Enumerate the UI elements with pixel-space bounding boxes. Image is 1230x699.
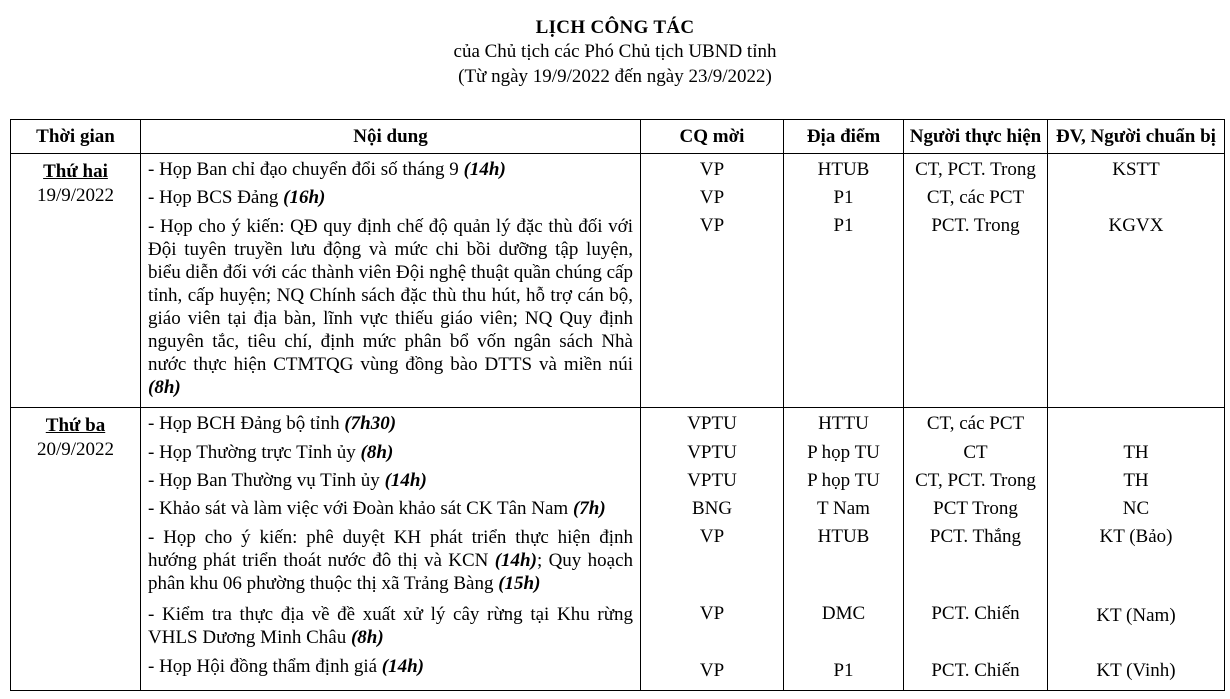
day-date: 19/9/2022 — [36, 185, 115, 206]
schedule-item: - Họp Ban Thường vụ Tỉnh ủy (14h) — [148, 470, 427, 491]
item-time: (14h) — [381, 656, 425, 677]
item-time: (15h) — [498, 573, 541, 594]
item-time: (8h) — [350, 627, 384, 648]
table-row — [11, 154, 1225, 408]
schedule-table — [10, 119, 1225, 691]
item-time: (14h) — [463, 159, 506, 180]
schedule-item: - Họp Ban chỉ đạo chuyển đổi số tháng 9 (14h) — [148, 159, 506, 180]
item-time: (7h30) — [344, 413, 397, 434]
executor-cell: CT, các PCT CT CT, PCT. Trong PCT Trong PCT. Thắng PCT. Chiến PCT. Chiến — [904, 408, 1048, 691]
day-cell-tuesday — [11, 408, 141, 691]
schedule-item: - Họp cho ý kiến: phê duyệt KH phát triển thực hiện định hướng phát triển thoát nước đô thị và KCN (14h); Quy hoạch phân khu 06 phường thuộc thị xã Trảng Bàng (15h) — [148, 527, 633, 594]
schedule-item: - Họp Hội đồng thẩm định giá (14h) — [148, 656, 425, 677]
col-header-executor: Người thực hiện — [904, 120, 1048, 154]
item-time: (7h) — [572, 498, 606, 519]
schedule-item: - Họp BCH Đảng bộ tỉnh (7h30) — [148, 413, 397, 434]
day-cell-monday — [11, 154, 141, 408]
document-period: (Từ ngày 19/9/2022 đến ngày 23/9/2022) — [458, 66, 772, 87]
schedule-item: - Họp BCS Đảng (16h) — [148, 187, 326, 208]
day-name: Thứ hai — [43, 161, 108, 182]
inviting-agency-cell: VP VP VP — [641, 154, 784, 408]
inviting-agency-cell: VPTU VPTU VPTU BNG VP VP VP — [641, 408, 784, 691]
table-header-row — [11, 120, 1225, 154]
table-row — [11, 408, 1225, 691]
col-header-content: Nội dung — [141, 120, 641, 154]
schedule-item: - Khảo sát và làm việc với Đoàn khảo sát CK Tân Nam (7h) — [148, 498, 606, 519]
item-time: (14h) — [384, 470, 427, 491]
content-cell — [141, 408, 641, 691]
document-header — [0, 0, 1230, 89]
schedule-item: - Họp cho ý kiến: QĐ quy định chế độ quản lý đặc thù đối với Đội tuyên truyền lưu động và mức chi bồi dưỡng tập luyện, biểu diễn đối với các thành viên Đội nghệ thuật quần chúng cấp tỉnh, cấp huyện; NQ Chính sách đặc thù thu hút, hỗ trợ cán bộ, giáo viên tại địa bàn, lĩnh vực thiếu giáo viên; NQ Quy định nguyên tắc, tiêu chí, định mức phân bổ vốn ngân sách Nhà nước thực hiện CTMTQG vùng đồng bào DTTS và miền núi (8h) — [148, 216, 633, 398]
item-time: (8h) — [360, 442, 394, 463]
col-header-location: Địa điểm — [784, 120, 904, 154]
item-time: (14h) — [494, 550, 537, 571]
preparer-cell: TH TH NC KT (Bảo) KT (Nam) KT (Vinh) — [1048, 408, 1225, 691]
col-header-inviting-agency: CQ mời — [641, 120, 784, 154]
location-cell: HTUB P1 P1 — [784, 154, 904, 408]
schedule-item: - Kiểm tra thực địa về đề xuất xử lý cây rừng tại Khu rừng VHLS Dương Minh Châu (8h) — [148, 604, 633, 648]
schedule-item: - Họp Thường trực Tỉnh ủy (8h) — [148, 442, 394, 463]
executor-cell: CT, PCT. Trong CT, các PCT PCT. Trong — [904, 154, 1048, 408]
item-time: (16h) — [283, 187, 326, 208]
col-header-time: Thời gian — [11, 120, 141, 154]
document-subtitle: của Chủ tịch các Phó Chủ tịch UBND tỉnh — [453, 41, 777, 62]
item-time: (8h) — [148, 377, 181, 398]
day-date: 20/9/2022 — [36, 439, 115, 460]
day-name: Thứ ba — [45, 415, 106, 436]
content-cell — [141, 154, 641, 408]
location-cell: HTTU P họp TU P họp TU T Nam HTUB DMC P1 — [784, 408, 904, 691]
preparer-cell: KSTT KGVX — [1048, 154, 1225, 408]
col-header-preparer: ĐV, Người chuẩn bị — [1048, 120, 1225, 154]
document-title: LỊCH CÔNG TÁC — [535, 17, 695, 38]
